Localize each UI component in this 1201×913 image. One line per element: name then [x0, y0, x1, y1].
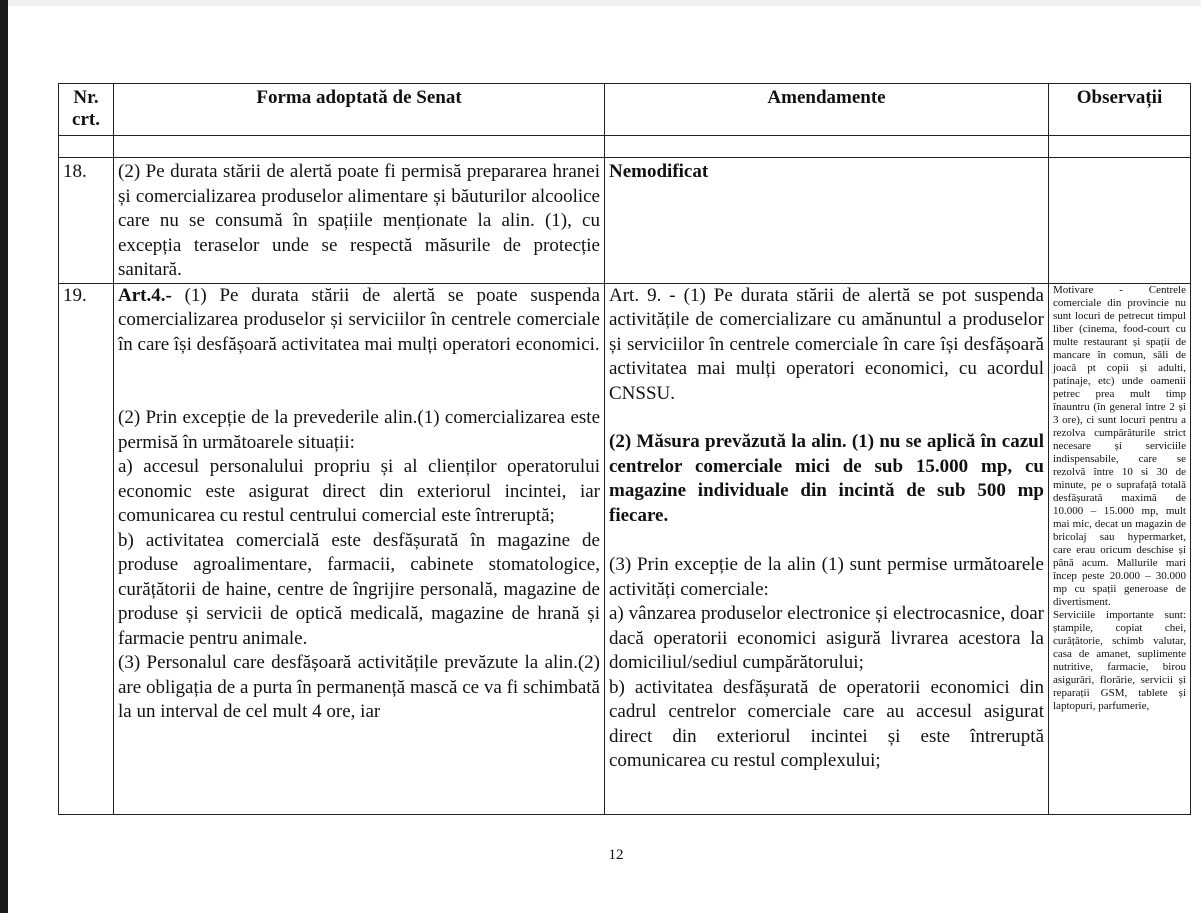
- header-nr-crt: Nr. crt.: [59, 84, 114, 136]
- header-amendamente: Amendamente: [605, 84, 1049, 136]
- row-number: 19.: [59, 283, 114, 814]
- observatii-cell: [1049, 158, 1191, 284]
- scan-top-band: [8, 0, 1201, 6]
- senat-art4-alin1: [118, 284, 600, 358]
- senat-alin2-b: b) activitatea comercială este desfășurată în magazine de produse agroalimentare, farmacii, cabinete stomatologice, curățătorii de haine, centre de îngrijire personală, magazine de produse și servicii de optică medicală, magazine de hrană și farmacie pentru animale.: [118, 529, 600, 649]
- senat-cell: [114, 283, 605, 814]
- amendament-alin3-a: a) vânzarea produselor electronice și electrocasnice, doar dacă operatorii economici asigură livrarea acestora la domiciliul/sediul cumpărătorului;: [609, 603, 1044, 673]
- table-spacer-row: [59, 136, 1191, 158]
- senat-alin3: (3) Personalul care desfășoară activitățile prevăzute la alin.(2) are obligația de a purta în permanență mască ce va fi schimbată la un interval de cel mult 4 ore, iar: [118, 652, 600, 722]
- table-row: [59, 158, 1191, 284]
- observatii-servicii: Serviciile importante sunt: ștampile, copiat chei, curățătorie, schimb valutar, casa de amanet, suplimente nutritive, farmacie, birou asigurări, florărie, servicii și reparații GSM, tablete și laptopuri, parfumerie,: [1053, 608, 1186, 712]
- scan-edge: [0, 0, 8, 913]
- observatii-cell: [1049, 283, 1191, 814]
- observatii-motivare: Motivare - Centrele comerciale din provincie nu sunt locuri de petrecut timpul liber (cinema, food-court cu multe restaurant și spații de mancare în comun, săli de joacă pt copii și adulti, patinaje, etc) unde oamenii petrec prea mult timp înauntru (în general între 2 și 3 ore), ci sunt locuri pentru a rezolva cumpărăturile strict necesare și serviciile indispensabile, care se rezolvă între 10 si 30 de minute, pe o suprafață totală desfășurată maximă de 10.000 – 15.000 mp, mult mai mic, decat un magazin de bricolaj sau hypermarket, care erau oricum deschise și până acum. Mallurile mari încep peste 20.000 – 30.000 mp cu spații generoase de divertisment.: [1053, 283, 1186, 608]
- row-number: 18.: [59, 158, 114, 284]
- amendament-alin2: (2) Măsura prevăzută la alin. (1) nu se aplică în cazul centrelor comerciale mici de sub 15.000 mp, cu magazine individuale din incintă de sub 500 mp fiecare.: [609, 431, 1044, 526]
- senat-cell: [114, 158, 605, 284]
- table-header-row: [59, 84, 1191, 136]
- senat-paragraph: (2) Pe durata stării de alertă poate fi permisă prepararea hranei și comercializarea produselor alimentare și băuturilor alcoolice care nu se consumă în spațiile menționate la alin. (1), cu excepția teraselor unde se respectă măsurile de protecție sanitară.: [118, 161, 600, 280]
- header-observatii: Observații: [1049, 84, 1191, 136]
- senat-alin2: (2) Prin excepție de la prevederile alin.(1) comercializarea este permisă în următoarele situații:: [118, 407, 600, 453]
- amendament-art9-alin1: Art. 9. - (1) Pe durata stării de alertă se pot suspenda activitățile de comercializare cu amănuntul a produselor și serviciilor în centrele comerciale în care își desfășoară activitatea mai mulți operatori economici, cu acordul CNSSU.: [609, 284, 1044, 404]
- page-number: 12: [608, 847, 624, 863]
- senat-alin2-a: a) accesul personalului propriu și al clienților operatorului economic este asigurat direct din exteriorul incintei, iar comunicarea cu restul centrului comercial este întreruptă;: [118, 456, 600, 526]
- amendament-alin3-b: b) activitatea desfășurată de operatorii economici din cadrul centrelor comerciale care au accesul asigurat direct din exteriorul incintei și este întreruptă comunicarea cu restul complexului;: [609, 676, 1044, 771]
- amendament-cell: [605, 158, 1049, 284]
- amendament-alin3: (3) Prin excepție de la alin (1) sunt permise următoarele activități comerciale:: [609, 554, 1044, 600]
- article-label: Art.4.-: [118, 284, 172, 306]
- amendments-table: [58, 83, 1191, 815]
- senat-alin1-text: (1) Pe durata stării de alertă se poate suspenda comercializarea produselor și serviciilor în centrele comerciale în care își desfășoară activitatea mai mulți operatori economici.: [118, 284, 600, 355]
- amendament-cell: [605, 283, 1049, 814]
- table-row: [59, 283, 1191, 814]
- header-senat: Forma adoptată de Senat: [114, 84, 605, 136]
- amendament-nemodificat: Nemodificat: [609, 161, 709, 182]
